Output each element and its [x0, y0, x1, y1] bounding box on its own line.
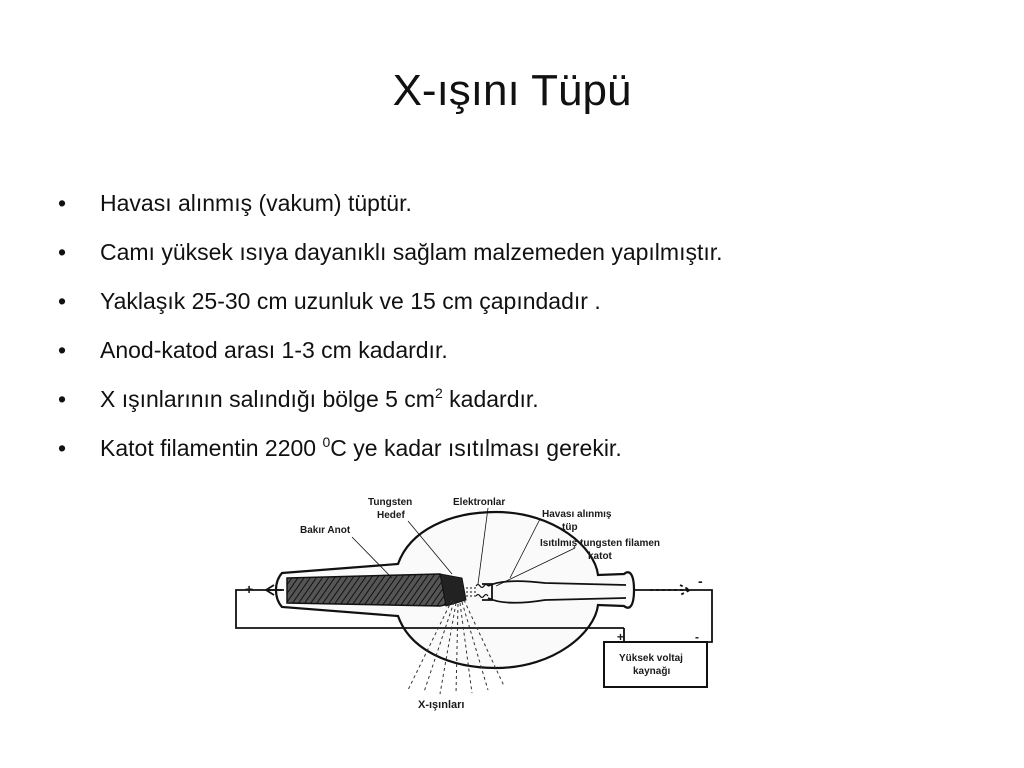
- label-supply-line1: Yüksek voltaj: [619, 653, 683, 664]
- bullet-text: Camı yüksek ısıya dayanıklı sağlam malzemeden yapılmıştır.: [100, 239, 723, 265]
- bullet-dot: •: [58, 239, 67, 265]
- bullet-dot: •: [58, 288, 67, 314]
- label-filament-line2: katot: [588, 551, 612, 562]
- bullet-text: Anod-katod arası 1-3 cm kadardır.: [100, 337, 448, 363]
- high-voltage-supply-box: [604, 642, 707, 687]
- bullet-text-post: kadardır.: [442, 386, 539, 412]
- label-tungsten-line1: Tungsten: [368, 497, 413, 508]
- superscript: 0: [322, 434, 331, 450]
- label-electrons: Elektronlar: [453, 497, 506, 508]
- label-plus-left: +: [245, 581, 254, 597]
- label-minus-right: -: [698, 573, 703, 589]
- bullet-text-pre: X ışınlarının salındığı bölge 5 cm: [100, 386, 435, 412]
- bullet-dot: •: [58, 435, 67, 461]
- label-xrays: X-ışınları: [418, 699, 465, 711]
- label-copper-anode: Bakır Anot: [300, 525, 351, 536]
- circuit-wire-right: [634, 590, 712, 642]
- bullet-text: Havası alınmış (vakum) tüptür.: [100, 190, 412, 216]
- label-vacuum-line2: tüp: [562, 522, 578, 533]
- label-supply-line2: kaynağı: [633, 666, 671, 677]
- bullet-dot: •: [58, 337, 67, 363]
- label-filament-line1: Isıtılmış tungsten filamen: [540, 538, 661, 549]
- bullet-text: Yaklaşık 25-30 cm uzunluk ve 15 cm çapındadır .: [100, 288, 601, 314]
- label-vacuum-line1: Havası alınmış: [542, 509, 612, 520]
- slide-title: X-ışını Tüpü: [392, 66, 632, 115]
- bullet-dot: •: [58, 386, 67, 412]
- superscript: 2: [434, 385, 443, 401]
- bullet-dot: •: [58, 190, 67, 216]
- copper-anode: [287, 574, 458, 606]
- label-supply-plus: +: [617, 630, 625, 644]
- bullet-text-post: C ye kadar ısıtılması gerekir.: [330, 435, 622, 461]
- label-tungsten-line2: Hedef: [377, 510, 405, 521]
- bullet-text-pre: Katot filamentin 2200: [100, 435, 323, 461]
- label-supply-minus: -: [695, 630, 699, 644]
